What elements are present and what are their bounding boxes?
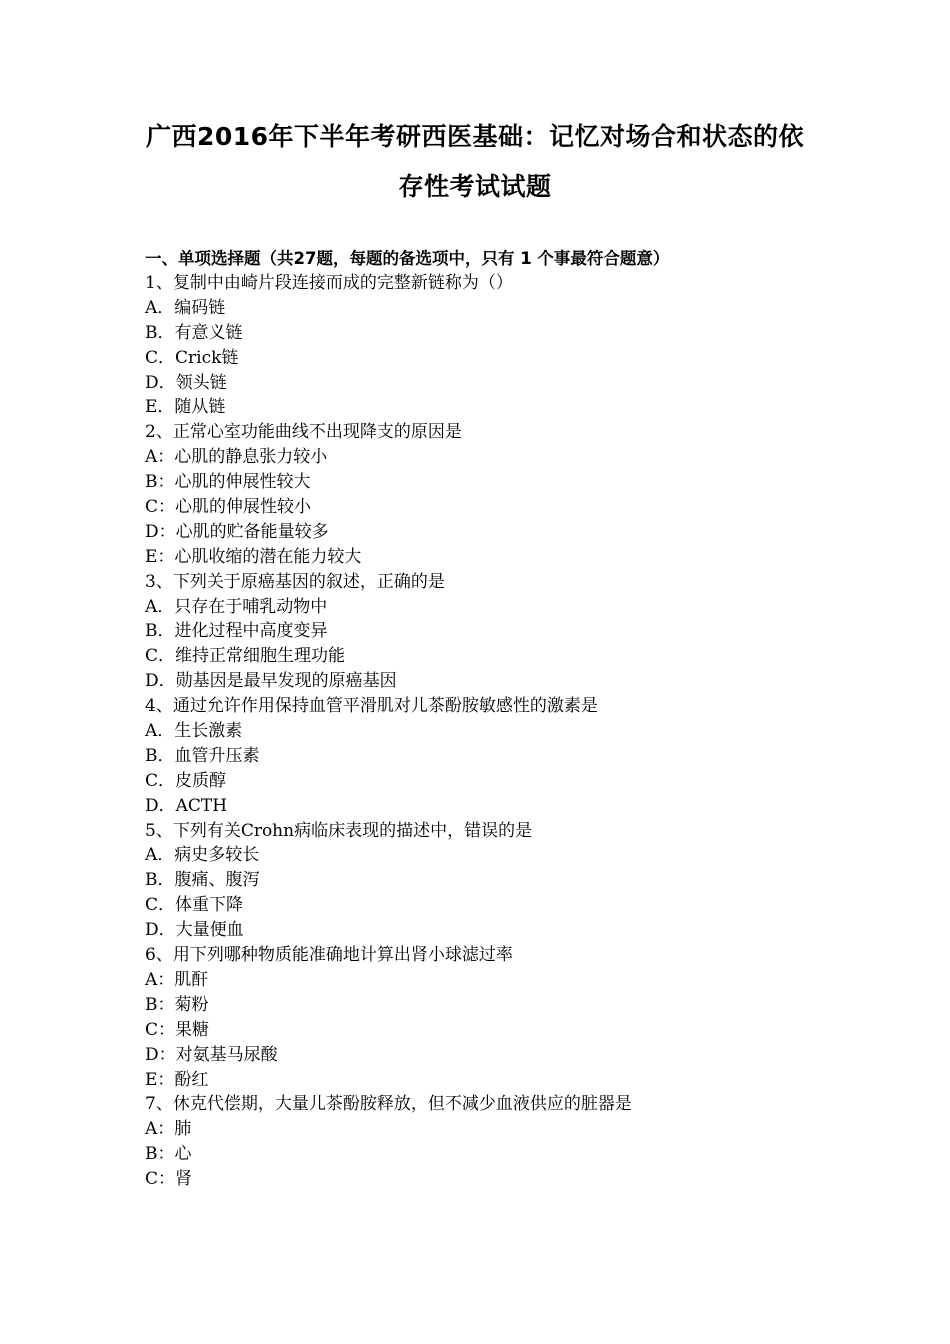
answer-option: A：心肌的静息张力较小 [145,447,328,468]
answer-option: E：心肌收缩的潜在能力较大 [145,546,362,567]
question-stem: 6、用下列哪种物质能准确地计算出肾小球滤过率 [145,945,513,966]
question-1 [145,271,835,420]
answer-option: C．维持正常细胞生理功能 [145,646,346,667]
answer-option: E：酚红 [145,1069,209,1090]
answer-option: C．皮质醇 [145,770,227,791]
answer-option: C．体重下降 [145,895,244,916]
answer-option: A：肌酐 [145,969,209,990]
answer-option: C：心肌的伸展性较小 [145,497,312,518]
question-2 [145,420,835,569]
answer-option: B．腹痛、腹泻 [145,870,260,891]
answer-option: C．Crick链 [145,347,239,368]
answer-option: D．大量便血 [145,920,244,941]
question-stem: 2、正常心室功能曲线不出现降支的原因是 [145,422,462,443]
answer-option: E．随从链 [145,397,226,418]
answer-option: A：肺 [145,1119,192,1140]
question-5 [145,819,835,943]
question-7 [145,1092,835,1192]
question-6 [145,943,835,1092]
answer-option: B．进化过程中高度变异 [145,621,328,642]
answer-option: D．勋基因是最早发现的原癌基因 [145,671,397,692]
question-stem: 1、复制中由崎片段连接而成的完整新链称为（） [145,273,513,293]
answer-option: A．只存在于哺乳动物中 [145,596,328,617]
document-title-line-1: 广西2016年下半年考研西医基础：记忆对场合和状态的依 [145,122,805,151]
answer-option: A．生长激素 [145,721,243,742]
answer-option: A．病史多较长 [145,845,260,866]
answer-option: A．编码链 [145,297,226,318]
answer-option: C：果糖 [145,1019,210,1040]
answer-option: D：对氨基马尿酸 [145,1044,278,1065]
question-3 [145,570,835,694]
answer-option: B．有意义链 [145,322,243,343]
answer-option: B：心 [145,1144,192,1165]
document-body [145,246,835,1192]
answer-option: C：肾 [145,1169,193,1190]
question-4 [145,694,835,818]
answer-option: D．ACTH [145,795,228,816]
answer-option: D：心肌的贮备能量较多 [145,521,329,542]
answer-option: D．领头链 [145,372,227,393]
question-stem: 5、下列有关Crohn病临床表现的描述中，错误的是 [145,820,533,841]
question-stem: 7、休克代偿期，大量儿茶酚胺释放，但不减少血液供应的脏器是 [145,1094,632,1115]
document-title-line-2: 存性考试试题 [398,172,552,201]
question-stem: 3、下列关于原癌基因的叙述，正确的是 [145,571,445,592]
section-heading: 一、单项选择题（共27题，每题的备选项中，只有 1 个事最符合题意） [145,249,670,268]
answer-option: B．血管升压素 [145,745,260,766]
question-stem: 4、通过允许作用保持血管平滑肌对儿茶酚胺敏感性的激素是 [145,696,598,717]
answer-option: B：菊粉 [145,994,209,1015]
answer-option: B：心肌的伸展性较大 [145,472,311,493]
